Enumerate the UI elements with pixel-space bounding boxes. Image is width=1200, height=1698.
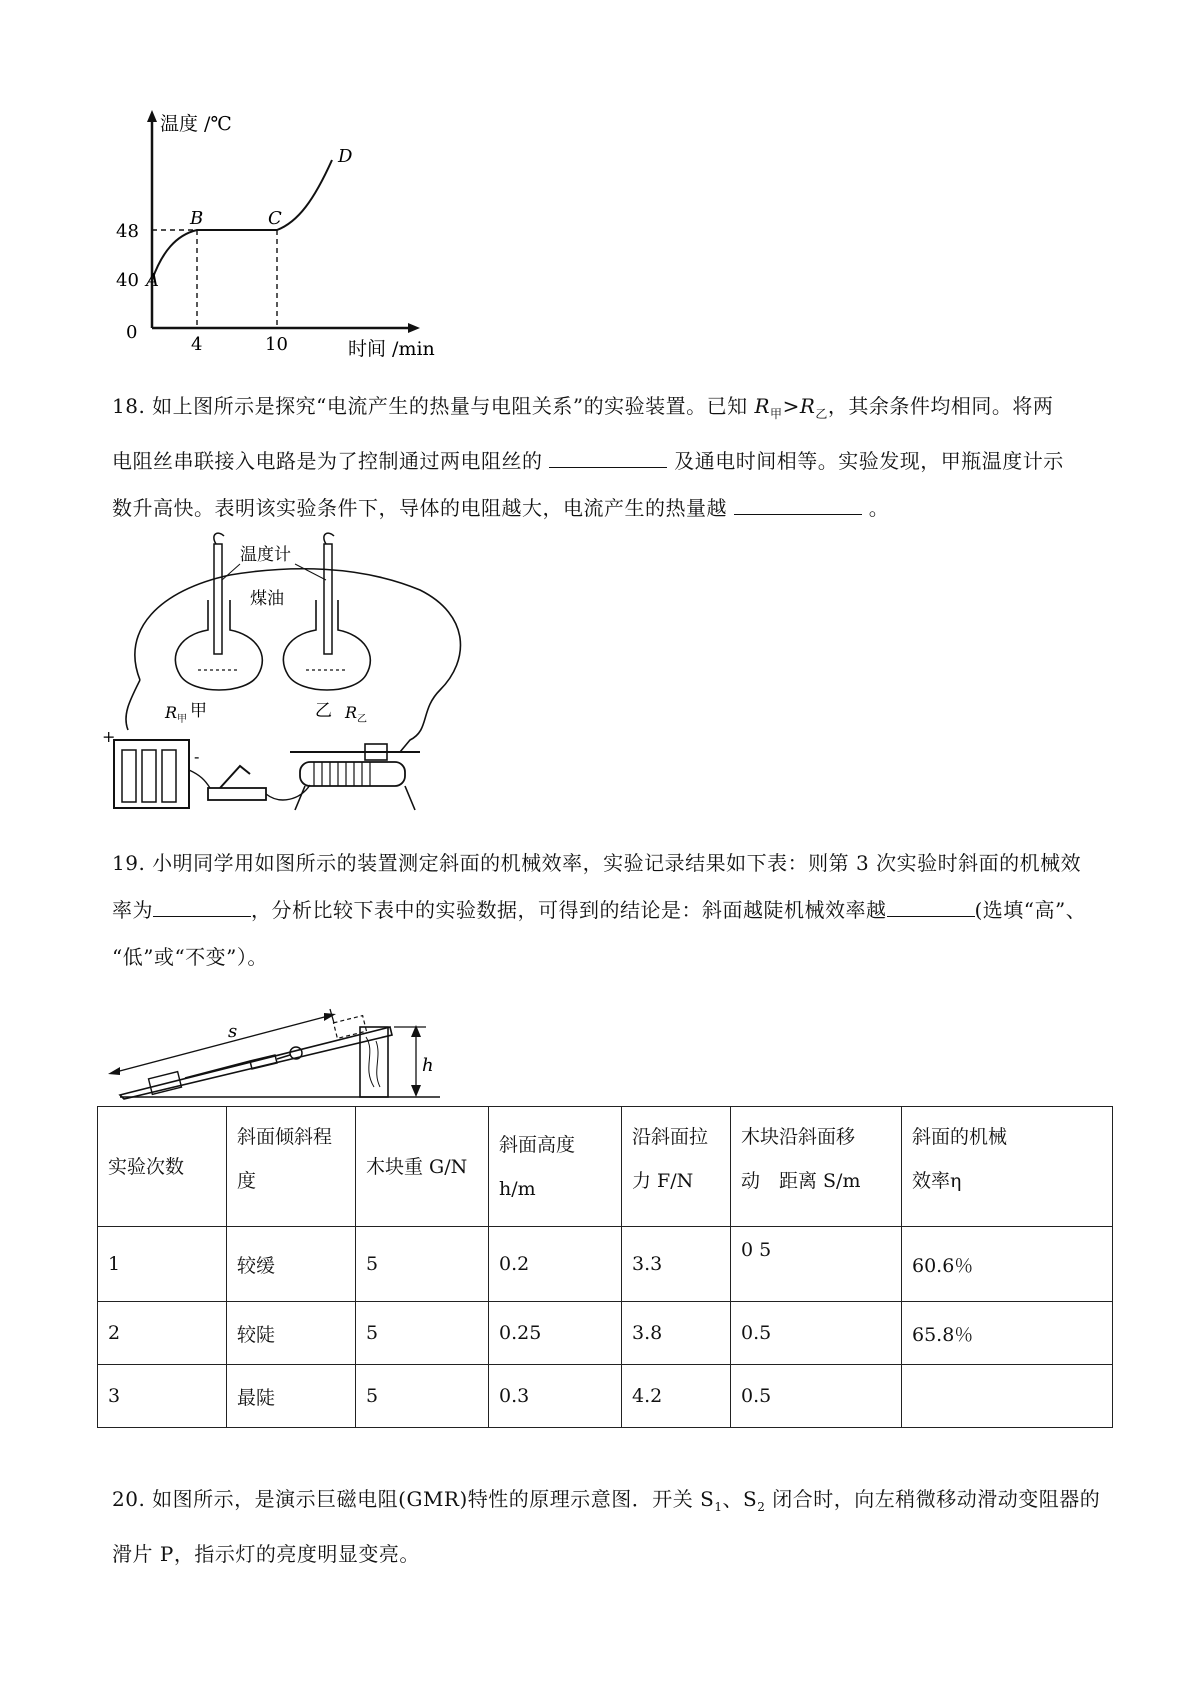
s-dimension [112,1015,332,1073]
x-axis-label: 时间 /min [348,338,435,360]
yi-label: 乙 [315,701,332,721]
point-a-label: A [146,270,159,291]
sub-yi: 乙 [815,407,828,421]
thermometer-jia [214,544,222,654]
header-distance: 木块沿斜面移 动 距离 S/m [731,1107,902,1227]
q18-line-3 [112,485,1102,532]
table-cell: 4.2 [622,1365,731,1428]
origin-label: 0 [126,322,138,343]
table-cell: 较陡 [227,1302,356,1365]
rheostat-legs [295,786,415,810]
q18-number: 18. [112,394,146,418]
q18-line-2a: 电阻丝串联接入电路是为了控制通过两电阻丝的 [112,449,543,473]
question-20 [112,1476,1102,1578]
table-cell: 0.2 [489,1227,622,1302]
table-cell: 0.25 [489,1302,622,1365]
table-cell: 2 [98,1302,227,1365]
y-tick-40: 40 [116,270,139,291]
table-cell: 0.5 [731,1365,902,1428]
q20-line-2 [112,1531,1102,1578]
table-cell: 3.3 [622,1227,731,1302]
q18-line-3a: 数升高快。表明该实验条件下，导体的电阻越大，电流产生的热量越 [112,496,727,520]
table-cell: 0 5 [731,1227,902,1302]
switch-lever [220,766,250,788]
q18-line-2 [112,438,1102,485]
point-d-label: D [338,146,353,167]
label-leader-1 [222,564,240,580]
flask-jia [175,600,262,690]
q19-line-1-text: 小明同学用如图所示的装置测定斜面的机械效率，实验记录结果如下表：则第 3 次实验时斜面的机械效 [152,851,1082,875]
q18-text-2: ，其余条件均相同。将两 [827,394,1054,418]
header-weight: 木块重 G/N [356,1107,489,1227]
incline-plank [120,1027,392,1099]
answer-blank-4[interactable] [887,894,975,917]
s2-subscript: 2 [757,1500,766,1514]
kerosene-label: 煤油 [250,589,284,609]
header-incline: 斜面倾斜程 度 [227,1107,356,1227]
q20-number: 20. [112,1487,146,1511]
r-symbol-2: R [799,394,816,418]
header-trial: 实验次数 [98,1107,227,1227]
table-cell: 0.3 [489,1365,622,1428]
experiment-table [97,1106,1113,1428]
circuit-apparatus-figure [100,530,480,820]
table-cell: 60.6％ [902,1227,1113,1302]
gt-sign: > [782,394,800,418]
header-height: 斜面高度 h/m [489,1107,622,1227]
support-grain [366,1037,380,1087]
q19-line-1 [112,840,1102,887]
answer-blank-3[interactable] [153,894,251,917]
x-tick-10: 10 [265,334,288,355]
efficiency-answer-cell[interactable] [902,1365,1113,1428]
r-yi-label: $R_乙$ [345,703,368,725]
table-header-row [98,1107,1113,1227]
question-18 [112,383,1102,532]
question-19 [112,840,1102,981]
wire-switch-rheostat [266,785,310,800]
q19-number: 19. [112,851,146,875]
q19-line-3 [112,934,1102,981]
q19-line-2c: (选填“高”、 [974,898,1087,922]
table-row [98,1302,1113,1365]
temperature-curve [152,160,332,280]
q19-line-2b: ，分析比较下表中的实验数据，可得到的结论是：斜面越陡机械效率越 [251,898,887,922]
q18-text-1: 如上图所示是探究“电流产生的热量与电阻关系”的实验装置。已知 [152,394,748,418]
answer-blank-1[interactable] [549,445,667,468]
thermometer-label: 温度计 [240,545,291,565]
table-cell: 65.8％ [902,1302,1113,1365]
table-cell: 1 [98,1227,227,1302]
minus-sign: - [194,747,200,766]
header-force: 沿斜面拉 力 F/N [622,1107,731,1227]
battery-cell-2 [142,750,156,802]
header-efficiency: 斜面的机械 效率η [902,1107,1113,1227]
s1-subscript: 1 [714,1500,723,1514]
table-cell: 较缓 [227,1227,356,1302]
r-jia-label: $R_甲$ [165,703,188,725]
point-c-label: C [268,208,282,229]
wire-battery-switch [189,770,210,788]
plus-sign: + [102,727,116,746]
spring-scale [185,1055,290,1078]
s-arrow-left [108,1067,120,1075]
q20-sep: 、S [722,1487,758,1511]
q20-line-1 [112,1476,1102,1531]
rheostat-coil [314,762,370,786]
q19-line-3-text: “低”或“不变”）。 [112,945,268,969]
temperature-time-graph [110,100,480,365]
rheostat [300,762,405,786]
answer-blank-2[interactable] [734,492,862,515]
x-tick-4: 4 [191,334,203,355]
table-cell: 3.8 [622,1302,731,1365]
s-arrow-right [324,1013,336,1021]
x-axis-arrow [408,323,420,333]
h-label: h [422,1055,434,1076]
thermometer-yi-top [324,533,334,544]
thermometer-jia-top [214,533,224,544]
thermometer-yi [324,544,332,654]
battery-cell-1 [122,750,136,802]
point-b-label: B [190,208,204,229]
table-row [98,1365,1113,1428]
table-cell: 3 [98,1365,227,1428]
q18-line-1 [112,383,1102,438]
y-axis-label: 温度 /℃ [160,113,232,135]
q20-line-2-text: 滑片 P，指示灯的亮度明显变亮。 [112,1542,420,1566]
circuit-wire-left [126,680,140,730]
y-axis-arrow [147,110,157,122]
battery-cell-3 [162,750,176,802]
table-cell: 最陡 [227,1365,356,1428]
s-label: s [228,1021,238,1042]
table-cell: 5 [356,1227,489,1302]
y-tick-48: 48 [116,221,139,242]
q18-line-2b: 及通电时间相等。实验发现，甲瓶温度计示 [674,449,1064,473]
table-cell: 0.5 [731,1302,902,1365]
table-row [98,1227,1113,1302]
q18-line-3b: 。 [868,496,890,520]
r-symbol: R [754,394,771,418]
q19-line-2 [112,887,1102,934]
q20-line-1b: 闭合时，向左稍微移动滑动变阻器的 [765,1487,1101,1511]
knife-switch [208,788,266,800]
sub-jia: 甲 [770,407,783,421]
label-leader-2 [295,564,326,580]
q19-line-2a: 率为 [112,898,153,922]
incline-figure [100,975,450,1105]
flask-yi [283,600,370,690]
q20-line-1-text: 如图所示，是演示巨磁电阻(GMR)特性的原理示意图．开关 S [152,1487,715,1511]
h-arrow-bottom [411,1085,421,1097]
jia-label: 甲 [190,701,207,721]
table-cell: 5 [356,1365,489,1428]
table-cell: 5 [356,1302,489,1365]
